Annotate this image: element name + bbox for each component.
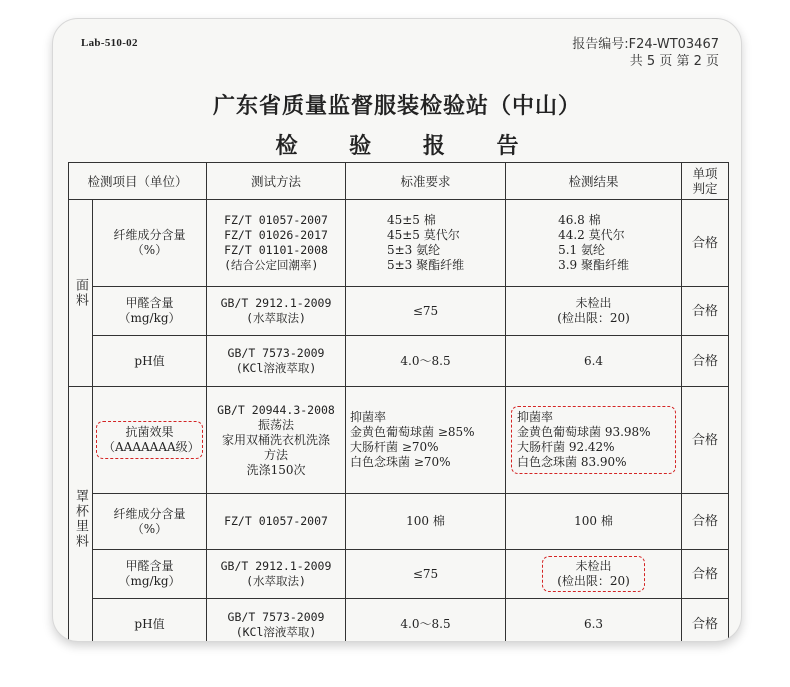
highlight-antibacterial-item <box>96 421 203 459</box>
report-table <box>68 162 729 642</box>
category-lining-label: 罩杯里料 <box>73 488 88 549</box>
item-cell <box>93 550 207 599</box>
method-line: GB/T 2912.1-2009 <box>220 296 332 310</box>
method-line: GB/T 7573-2009 <box>227 346 325 360</box>
result-line: 金黄色葡萄球菌 93.98% <box>517 425 651 439</box>
result-line: 未检出 <box>575 559 612 573</box>
item-name: 抗菌效果 <box>125 425 174 439</box>
verdict-cell: 合格 <box>682 287 729 336</box>
category-fabric <box>69 200 93 387</box>
report-meta <box>572 36 719 70</box>
report-number: F24-WT03467 <box>628 37 719 52</box>
method-cell <box>207 387 346 494</box>
standard-cell: ≤75 <box>346 550 506 599</box>
verdict-cell: 合格 <box>682 599 729 643</box>
doc-title: 检 验 报 告 <box>275 134 541 159</box>
standard-cell: ≤75 <box>346 287 506 336</box>
verdict-cell: 合格 <box>682 336 729 387</box>
method-line: (KCl溶液萃取) <box>235 624 317 639</box>
standard-cell <box>346 200 506 287</box>
item-name: pH值 <box>134 617 165 631</box>
result-cell: 6.4 <box>506 336 682 387</box>
method-line: 家用双桶洗衣机洗涤 <box>222 432 331 447</box>
result-line: (检出限：20) <box>557 574 630 588</box>
method-line: (KCl溶液萃取) <box>235 361 317 375</box>
header-verdict <box>682 163 729 200</box>
standard-line: 金黄色葡萄球菌 ≥85% <box>350 425 475 439</box>
header-verdict-line1: 单项 <box>692 166 718 181</box>
header-verdict-line2: 判定 <box>692 181 718 196</box>
method-line: FZ/T 01101-2008 <box>224 243 328 257</box>
standard-line: 45±5 棉 <box>386 213 436 227</box>
header-result: 检测结果 <box>506 163 682 200</box>
item-unit: （mg/kg） <box>118 311 181 325</box>
standard-line: 5±3 聚酯纤维 <box>386 258 465 272</box>
method-line: FZ/T 01026-2017 <box>224 228 328 242</box>
method-line: 方法 <box>264 447 289 462</box>
item-cell <box>93 336 207 387</box>
result-line: 未检出 <box>575 296 612 310</box>
item-cell <box>93 599 207 643</box>
method-line: GB/T 7573-2009 <box>227 609 325 624</box>
lab-code: Lab-510-02 <box>81 37 138 49</box>
result-cell <box>506 387 682 494</box>
method-cell <box>207 599 346 643</box>
method-cell <box>207 336 346 387</box>
result-cell: 6.3 <box>506 599 682 643</box>
result-cell <box>506 287 682 336</box>
result-line: 46.8 棉 <box>558 213 601 227</box>
result-cell: 100 棉 <box>506 494 682 550</box>
item-name: pH值 <box>134 353 165 368</box>
standard-cell: 100 棉 <box>346 494 506 550</box>
standard-line: 45±5 莫代尔 <box>386 228 460 242</box>
standard-line: 白色念珠菌 ≥70% <box>350 455 451 469</box>
item-unit: （mg/kg） <box>118 574 181 588</box>
method-cell <box>207 550 346 599</box>
table-row <box>69 387 729 494</box>
method-line: GB/T 20944.3-2008 <box>217 402 335 417</box>
table-row <box>69 494 729 550</box>
method-cell <box>207 287 346 336</box>
method-cell <box>207 200 346 287</box>
result-line: 大肠杆菌 92.42% <box>517 440 615 454</box>
method-line: (结合公定回潮率) <box>224 258 319 272</box>
item-unit: （%） <box>131 521 168 536</box>
result-line: 抑菌率 <box>517 410 554 424</box>
verdict-cell: 合格 <box>682 387 729 494</box>
report-number-line <box>572 36 719 53</box>
method-line: 振荡法 <box>258 417 295 432</box>
method-cell: FZ/T 01057-2007 <box>207 494 346 550</box>
item-name: 纤维成分含量 <box>113 228 186 242</box>
table-row <box>69 287 729 336</box>
result-line: (检出限：20) <box>557 311 630 325</box>
result-cell <box>506 200 682 287</box>
highlight-antibacterial-result <box>511 406 676 474</box>
page-info: 共 5 页 第 2 页 <box>629 54 719 69</box>
result-cell <box>506 550 682 599</box>
category-fabric-label: 面料 <box>73 278 88 308</box>
table-row <box>69 200 729 287</box>
method-line: FZ/T 01057-2007 <box>224 213 328 227</box>
item-unit: （%） <box>131 243 168 257</box>
verdict-cell: 合格 <box>682 200 729 287</box>
category-lining <box>69 387 93 643</box>
method-line: 洗涤150次 <box>246 462 306 477</box>
item-cell <box>93 200 207 287</box>
standard-line: 大肠杆菌 ≥70% <box>350 440 439 454</box>
method-line: (水萃取法) <box>246 574 306 588</box>
item-name: 纤维成分含量 <box>113 506 186 521</box>
item-cell <box>93 287 207 336</box>
standard-line: 5±3 氨纶 <box>386 243 441 257</box>
table-row <box>69 336 729 387</box>
method-line: GB/T 2912.1-2009 <box>220 559 332 573</box>
result-line: 5.1 氨纶 <box>558 243 605 257</box>
standard-cell: 4.0～8.5 <box>346 336 506 387</box>
highlight-formaldehyde-result <box>542 556 645 592</box>
method-line: (水萃取法) <box>246 311 306 325</box>
item-cell <box>93 494 207 550</box>
header-standard: 标准要求 <box>346 163 506 200</box>
standard-cell: 4.0～8.5 <box>346 599 506 643</box>
result-line: 44.2 莫代尔 <box>558 228 625 242</box>
report-card <box>52 18 742 642</box>
result-line: 白色念珠菌 83.90% <box>517 455 627 469</box>
standard-line: 抑菌率 <box>350 410 387 424</box>
report-number-label: 报告编号: <box>572 37 629 52</box>
table-row <box>69 550 729 599</box>
standard-cell <box>346 387 506 494</box>
verdict-cell: 合格 <box>682 550 729 599</box>
item-cell <box>93 387 207 494</box>
header-method: 测试方法 <box>207 163 346 200</box>
item-name: 甲醛含量 <box>125 296 174 310</box>
table-row <box>69 599 729 643</box>
header-item: 检测项目（单位） <box>69 163 207 200</box>
verdict-cell: 合格 <box>682 494 729 550</box>
result-line: 3.9 聚酯纤维 <box>558 258 629 272</box>
item-unit: （AAAAAAA级） <box>103 440 200 454</box>
item-name: 甲醛含量 <box>125 559 174 573</box>
table-header-row <box>69 163 729 200</box>
org-title: 广东省质量监督服装检验站（中山） <box>212 94 581 119</box>
